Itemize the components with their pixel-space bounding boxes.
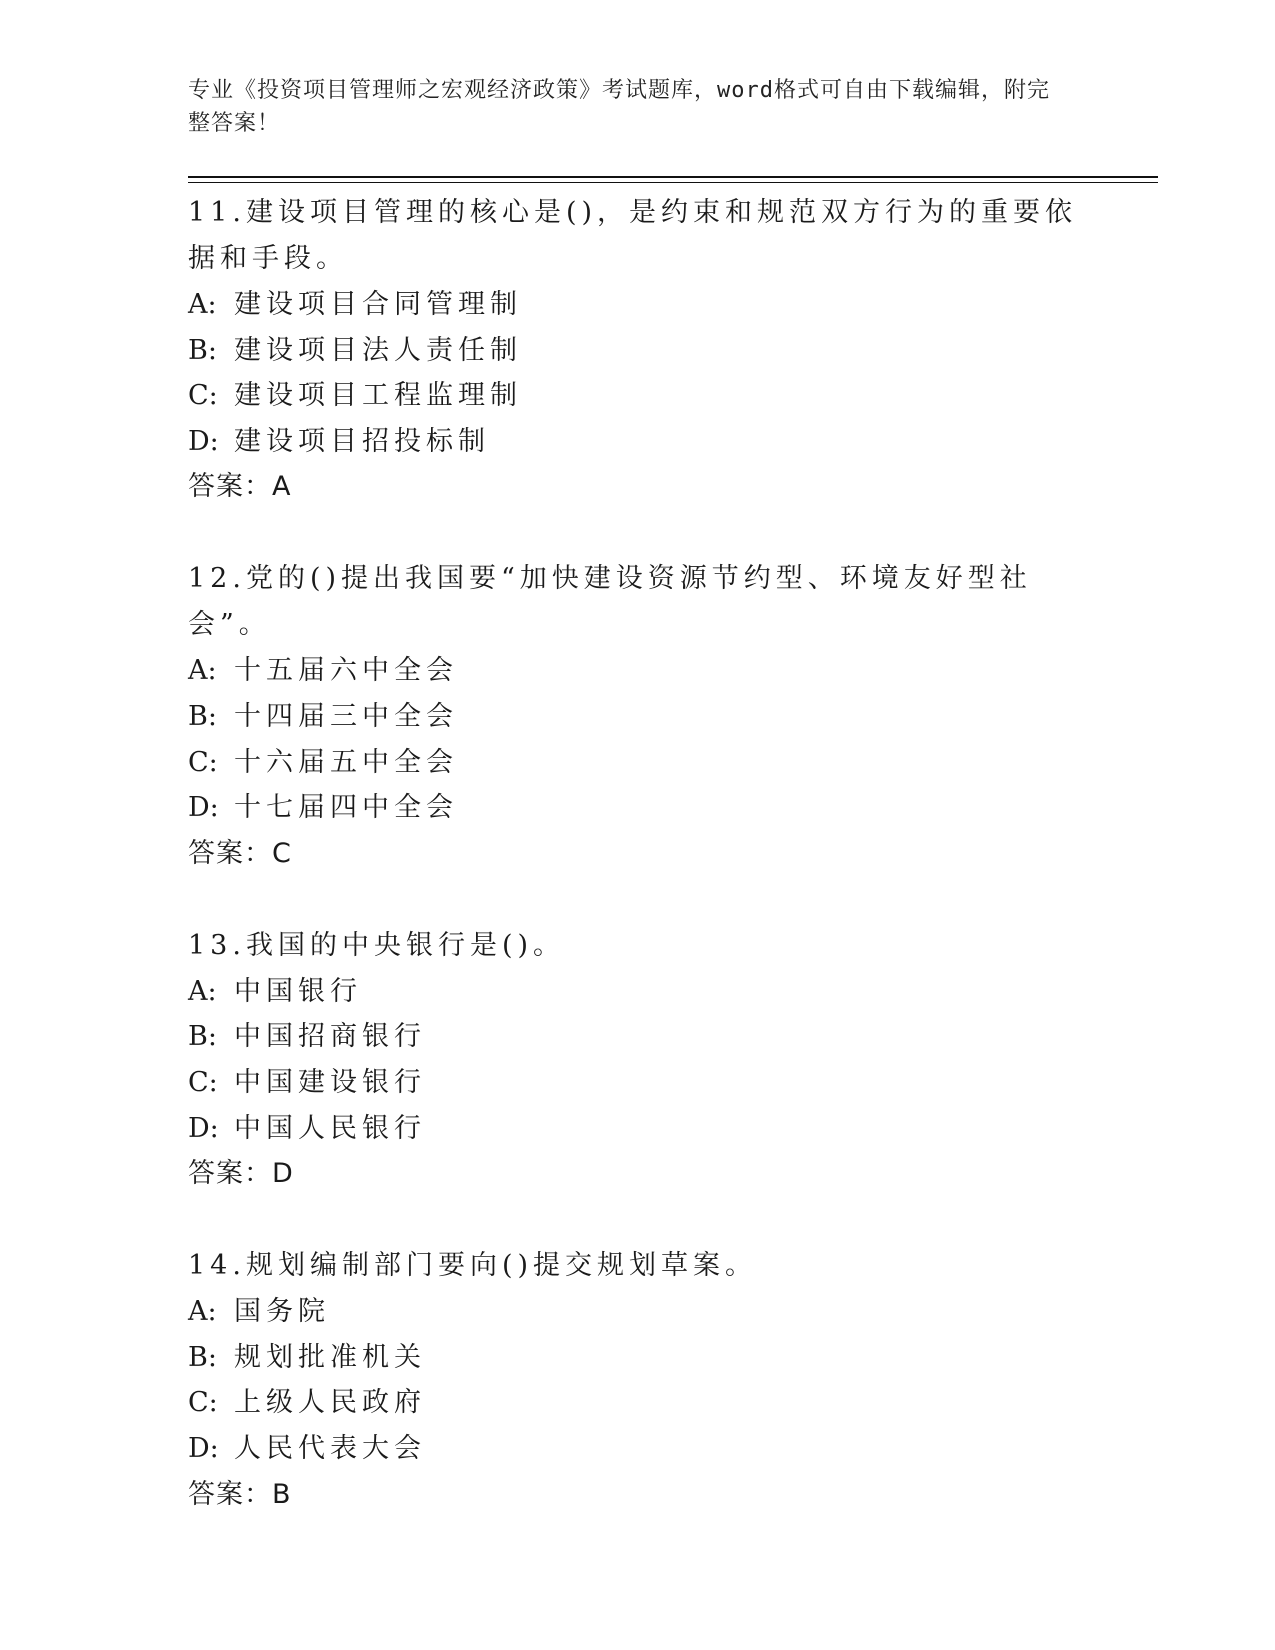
option-letter: D: — [188, 1112, 219, 1144]
option-letter: A: — [188, 1296, 217, 1328]
option-d — [188, 785, 1088, 831]
question-text: 11.建设项目管理的核心是()，是约束和规范双方行为的重要依据和手段。 — [188, 197, 1078, 274]
option-text: 中国人民银行 — [234, 1112, 426, 1144]
question-11 — [188, 190, 1088, 510]
option-text: 建设项目合同管理制 — [234, 289, 522, 320]
option-text: 人民代表大会 — [234, 1432, 426, 1464]
option-letter: B: — [188, 334, 217, 366]
question-14 — [188, 1243, 1088, 1517]
option-b — [188, 1335, 1088, 1381]
option-d — [188, 419, 1088, 465]
option-letter: C: — [188, 746, 218, 778]
option-c — [188, 1380, 1088, 1426]
option-text: 上级人民政府 — [234, 1387, 426, 1419]
answer-line: 答案：B — [188, 1478, 292, 1510]
option-a — [188, 1289, 1088, 1335]
option-text: 十六届五中全会 — [234, 746, 458, 778]
option-b — [188, 1014, 1088, 1060]
option-b — [188, 328, 1088, 374]
option-letter: C: — [188, 380, 218, 412]
answer-line: 答案：C — [188, 837, 292, 869]
option-text: 十五届六中全会 — [234, 655, 458, 687]
option-d — [188, 1426, 1088, 1472]
option-text: 十七届四中全会 — [234, 792, 458, 824]
option-text: 建设项目工程监理制 — [234, 380, 522, 412]
option-text: 中国建设银行 — [234, 1066, 426, 1098]
header-rule-thin — [188, 182, 1158, 183]
question-text: 14.规划编制部门要向()提交规划草案。 — [188, 1250, 758, 1282]
option-text: 建设项目法人责任制 — [234, 334, 522, 366]
option-letter: C: — [188, 1387, 218, 1419]
option-c — [188, 740, 1088, 786]
option-b — [188, 694, 1088, 740]
option-a — [188, 969, 1088, 1015]
question-text: 12.党的()提出我国要“加快建设资源节约型、环境友好型社会”。 — [188, 563, 1032, 641]
option-a — [188, 282, 1088, 328]
answer-line: 答案：A — [188, 471, 292, 503]
option-letter: D: — [188, 425, 219, 457]
option-letter: C: — [188, 1066, 218, 1098]
question-text: 13.我国的中央银行是()。 — [188, 929, 566, 961]
question-list — [188, 190, 1088, 1564]
option-letter: A: — [188, 655, 217, 687]
option-text: 中国招商银行 — [234, 1021, 426, 1053]
option-letter: B: — [188, 1341, 217, 1373]
document-intro: 专业《投资项目管理师之宏观经济政策》考试题库，word格式可自由下载编辑，附完整答案！ — [188, 78, 1050, 136]
question-13 — [188, 923, 1088, 1197]
option-c — [188, 373, 1088, 419]
option-a — [188, 648, 1088, 694]
header-rule-thick — [188, 176, 1158, 178]
option-letter: D: — [188, 1432, 219, 1464]
option-text: 十四届三中全会 — [234, 700, 458, 732]
option-text: 建设项目招投标制 — [234, 425, 490, 457]
option-letter: B: — [188, 700, 217, 732]
answer-line: 答案：D — [188, 1158, 294, 1190]
option-text: 国务院 — [234, 1296, 330, 1328]
question-12 — [188, 556, 1088, 876]
option-text: 中国银行 — [234, 975, 362, 1007]
option-letter: A: — [188, 289, 217, 320]
option-letter: A: — [188, 975, 217, 1007]
option-letter: D: — [188, 792, 219, 824]
option-d — [188, 1106, 1088, 1152]
option-text: 规划批准机关 — [234, 1341, 426, 1373]
option-c — [188, 1060, 1088, 1106]
option-letter: B: — [188, 1021, 217, 1053]
